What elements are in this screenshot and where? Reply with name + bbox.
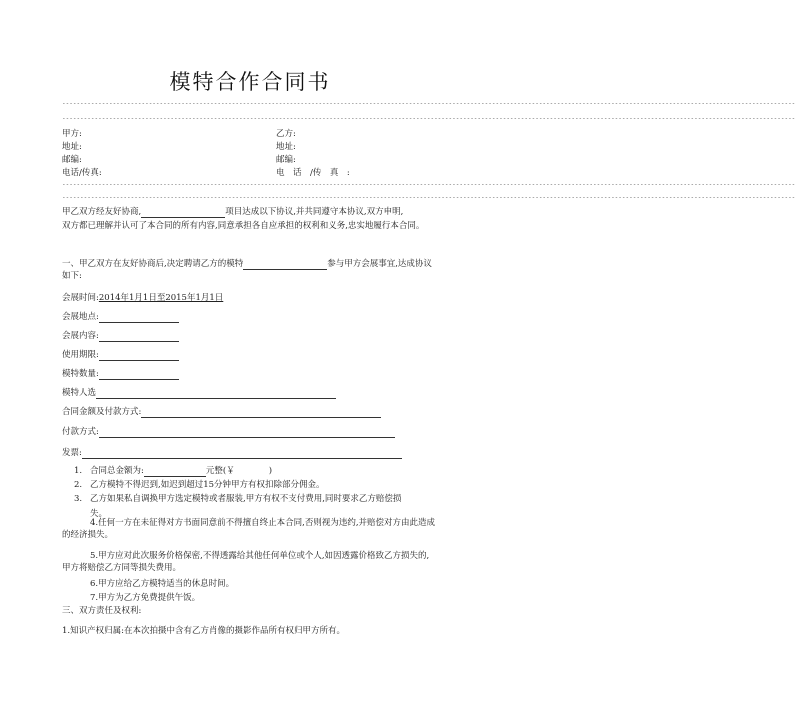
intro-text: 项目达成以下协议,并共同遵守本协议,双方申明, bbox=[225, 207, 404, 217]
section-one-text: 一、甲乙双方在友好协商后,决定聘请乙方的模特 bbox=[62, 259, 244, 269]
item-text: ) bbox=[268, 466, 273, 476]
amount-method-label: 合同金额及付款方式: bbox=[62, 407, 142, 417]
person-label: 模特人选 bbox=[62, 388, 97, 398]
divider-line: ----------------------------------------------------------------------------------------------------------------------------------------------------------------------------------------------------------- bbox=[62, 194, 795, 201]
content-field bbox=[62, 330, 179, 342]
invoice-label: 发票: bbox=[62, 448, 82, 458]
payment-field bbox=[62, 426, 395, 438]
item-number: 3. bbox=[74, 494, 83, 504]
venue-blank bbox=[99, 312, 179, 323]
amount-method-field bbox=[62, 406, 381, 418]
section-three-heading: 三、双方责任及权利: bbox=[62, 606, 142, 616]
amount-method-blank bbox=[141, 407, 381, 418]
item-number: 2. bbox=[74, 480, 83, 490]
amount-blank bbox=[144, 466, 206, 477]
usage-blank bbox=[99, 350, 179, 361]
count-field bbox=[62, 368, 179, 380]
payment-label: 付款方式: bbox=[62, 427, 99, 437]
section-one-text: 参与甲方会展事宜,达成协议如下: bbox=[62, 259, 432, 281]
item-text: 5.甲方应对此次服务价格保密,不得透露给其他任何单位或个人,如因透露价格致乙方损失的,甲方将赔偿乙方同等损失费用。 bbox=[62, 551, 430, 573]
document-title: 模特合作合同书 bbox=[169, 70, 331, 94]
divider-line: ----------------------------------------------------------------------------------------------------------------------------------------------------------------------------------------------------------- bbox=[62, 115, 795, 122]
item-text: 4.任何一方在未征得对方书面同意前不得擅自终止本合同,否则视为违约,并赔偿对方由此造成的经济损失。 bbox=[62, 518, 436, 540]
content-blank bbox=[99, 331, 179, 342]
address-b-label: 地址: bbox=[276, 142, 296, 152]
section-one bbox=[62, 258, 437, 282]
list-item bbox=[62, 550, 437, 574]
item-text: 乙方模特不得迟到,如迟到超过15分钟甲方有权扣除部分佣金。 bbox=[90, 480, 325, 490]
person-field bbox=[62, 387, 336, 399]
list-item bbox=[74, 479, 437, 491]
person-blank bbox=[96, 388, 336, 399]
content-label: 会展内容: bbox=[62, 331, 99, 341]
invoice-blank bbox=[82, 448, 402, 459]
count-label: 模特数量: bbox=[62, 369, 99, 379]
list-item bbox=[62, 517, 437, 541]
list-item: 6.甲方应给乙方模特适当的休息时间。 bbox=[90, 579, 235, 589]
venue-field bbox=[62, 311, 179, 323]
intro-paragraph bbox=[62, 206, 437, 232]
divider-line: ----------------------------------------------------------------------------------------------------------------------------------------------------------------------------------------------------------- bbox=[62, 100, 795, 107]
period-value: 2014年1月1日至2015年1月1日 bbox=[98, 293, 224, 303]
usage-field bbox=[62, 349, 179, 361]
list-item bbox=[74, 465, 437, 477]
party-b-label: 乙方: bbox=[276, 129, 296, 139]
invoice-field bbox=[62, 447, 402, 459]
period-field bbox=[62, 292, 223, 304]
item-text: 乙方如果私自调换甲方选定模特或者服装,甲方有权不支付费用,同时要求乙方赔偿损 bbox=[90, 494, 402, 504]
count-blank bbox=[99, 369, 179, 380]
party-a-label: 甲方: bbox=[62, 129, 82, 139]
model-blank bbox=[243, 259, 327, 270]
payment-blank bbox=[99, 427, 395, 438]
item-number: 1. bbox=[74, 466, 83, 476]
address-a-label: 地址: bbox=[62, 142, 82, 152]
item-text: 失。 bbox=[90, 509, 108, 519]
project-blank bbox=[141, 207, 225, 218]
phone-a-label: 电话/传真: bbox=[62, 168, 102, 178]
list-item: 7.甲方为乙方免费提供午饭。 bbox=[90, 593, 201, 603]
zip-a-label: 邮编: bbox=[62, 155, 82, 165]
intro-text: 甲乙双方经友好协商, bbox=[62, 207, 142, 217]
divider-line: ----------------------------------------------------------------------------------------------------------------------------------------------------------------------------------------------------------- bbox=[62, 181, 795, 188]
list-item bbox=[74, 493, 437, 520]
zip-b-label: 邮编: bbox=[276, 155, 296, 165]
period-label: 会展时间: bbox=[62, 293, 99, 303]
phone-b-label: 电 话 /传 真 : bbox=[276, 168, 350, 178]
venue-label: 会展地点: bbox=[62, 312, 99, 322]
usage-label: 使用期限: bbox=[62, 350, 99, 360]
item-text: 元整(￥ bbox=[205, 466, 235, 476]
intro-text: 双方都已理解并认可了本合同的所有内容,同意承担各自应承担的权利和义务,忠实地履行本合同。 bbox=[62, 221, 425, 231]
section-three-paragraph: 1.知识产权归属:在本次拍摄中含有乙方肖像的摄影作品所有权归甲方所有。 bbox=[62, 626, 345, 636]
item-text: 合同总金额为: bbox=[90, 466, 144, 476]
